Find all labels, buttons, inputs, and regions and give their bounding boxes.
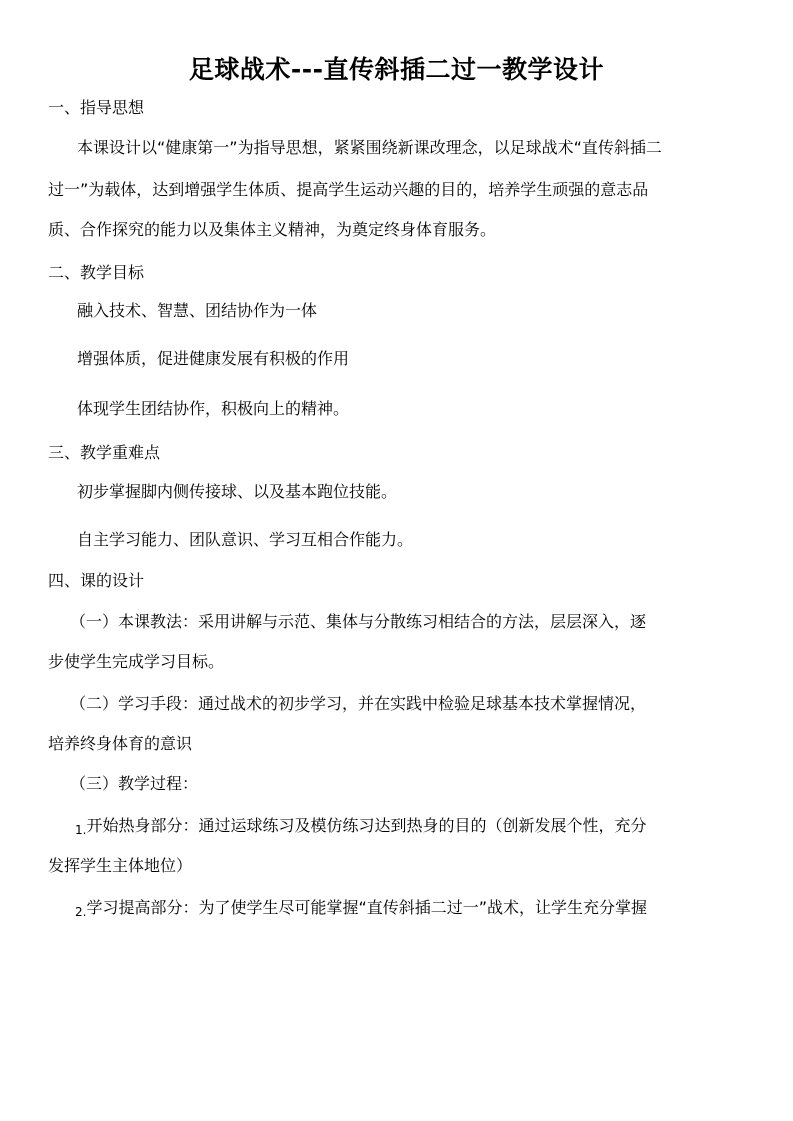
section-heading-key-difficulties: 三、教学重难点 (48, 443, 161, 462)
list-item: 体现学生团结协作，积极向上的精神。 (77, 399, 350, 418)
list-item: 融入技术、智慧、团结协作为一体 (77, 301, 318, 320)
paragraph-line: 过一”为载体，达到增强学生体质、提高学生运动兴趣的目的，培养学生顽强的意志品 (48, 180, 649, 199)
list-item: 自主学习能力、团队意识、学习互相合作能力。 (77, 530, 414, 549)
list-item: 增强体质，促进健康发展有积极的作用 (77, 349, 350, 368)
document-title: 足球战术---直传斜插二过一教学设计 (188, 55, 605, 84)
section-heading-teaching-goals: 二、教学目标 (48, 263, 145, 282)
item-number: 2. (75, 905, 87, 919)
paragraph-line: （二）学习手段：通过战术的初步学习，并在实践中检验足球基本技术掌握情况， (70, 694, 647, 713)
numbered-paragraph-line (75, 897, 647, 923)
paragraph-text: 学习提高部分：为了使学生尽可能掌握“直传斜插二过一”战术，让学生充分掌握 (86, 898, 648, 917)
paragraph-line: 质、合作探究的能力以及集体主义精神，为奠定终身体育服务。 (48, 220, 497, 239)
section-heading-guiding-ideology: 一、指导思想 (48, 98, 145, 117)
list-item: 初步掌握脚内侧传接球、以及基本跑位技能。 (77, 482, 398, 501)
paragraph-text: 开始热身部分：通过运球练习及模仿练习达到热身的目的（创新发展个性，充分 (86, 816, 647, 835)
paragraph-line: 步使学生完成学习目标。 (48, 652, 225, 671)
numbered-paragraph-line (75, 815, 646, 841)
paragraph-line: 培养终身体育的意识 (48, 734, 193, 753)
item-number: 1. (75, 823, 87, 837)
section-heading-course-design: 四、课的设计 (48, 571, 145, 590)
paragraph-line: 发挥学生主体地位） (48, 856, 193, 875)
paragraph-line: （三）教学过程： (70, 774, 199, 793)
paragraph-line: （一）本课教法：采用讲解与示范、集体与分散练习相结合的方法，层层深入，逐 (70, 612, 647, 631)
paragraph-line: 本课设计以“健康第一”为指导思想，紧紧围绕新课改理念，以足球战术“直传斜插二 (77, 138, 662, 157)
